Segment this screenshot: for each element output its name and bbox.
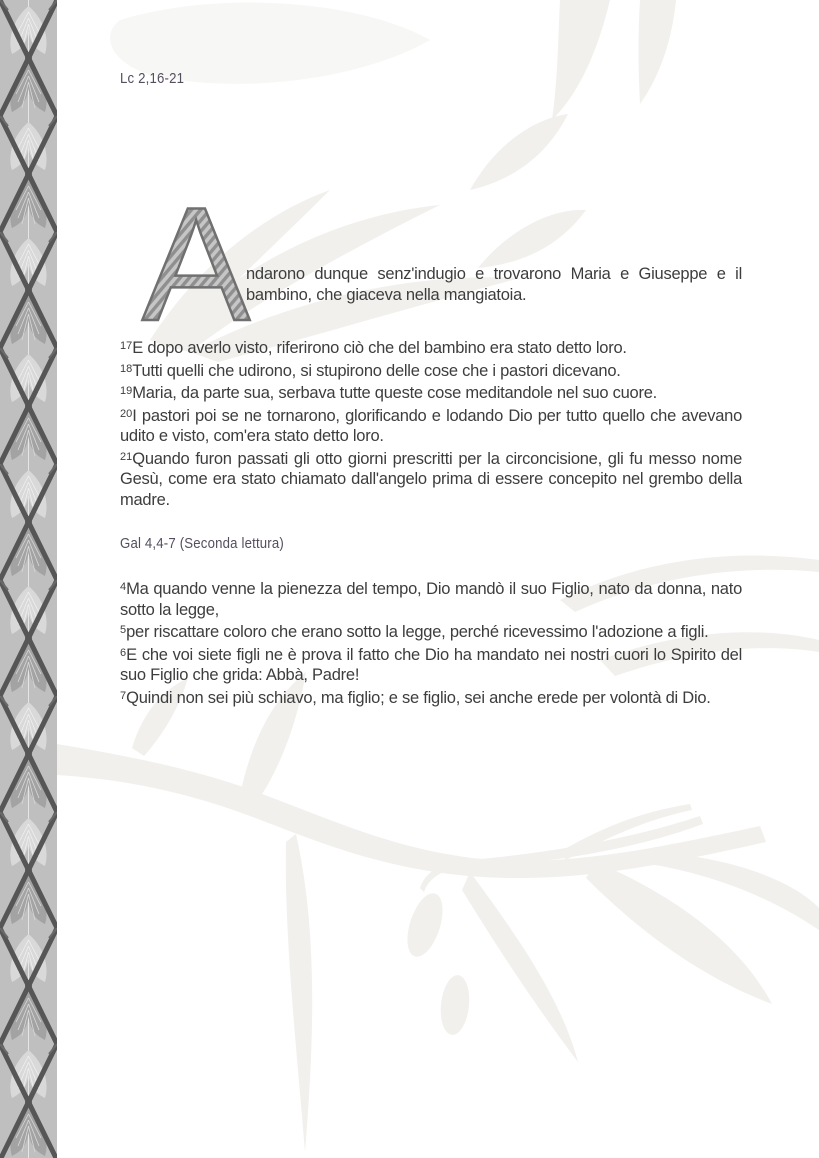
verse-paragraph	[120, 404, 742, 447]
verse-number: 20	[120, 407, 133, 420]
verse-number: 6	[120, 646, 127, 659]
drop-cap-letter: A	[142, 174, 251, 355]
verse-paragraph	[120, 686, 742, 709]
verse-paragraph	[120, 447, 742, 511]
verse-text: Maria, da parte sua, serbava tutte queste cose meditandole nel suo cuore.	[132, 384, 657, 402]
verse-text: per riscattare coloro che erano sotto la legge, perché ricevessimo l'adozione a figli.	[126, 623, 709, 641]
verse-text: I pastori poi se ne tornarono, glorificando e lodando Dio per tutto quello che avevano udito e visto, com'era stato detto loro.	[120, 406, 742, 445]
verse-text: E dopo averlo visto, riferirono ciò che del bambino era stato detto loro.	[132, 339, 627, 357]
verse-number: 19	[120, 385, 133, 397]
gospel-intro-text: ndarono dunque senz'indugio e trovarono Maria e Giuseppe e il bambino, che giaceva nella mangiatoia.	[246, 265, 742, 304]
second-reading-verses	[120, 577, 742, 708]
verse-paragraph	[120, 336, 742, 359]
leaf-lattice-border	[0, 0, 57, 1158]
gospel-reference-text: Lc 2,16-21	[120, 70, 185, 87]
verse-paragraph	[120, 620, 742, 643]
verse-number: 21	[120, 450, 133, 463]
verse-number: 5	[120, 624, 127, 636]
verse-paragraph	[120, 359, 742, 382]
drop-cap	[142, 174, 251, 355]
second-reading-reference-text: Gal 4,4-7 (Seconda lettura)	[120, 535, 284, 552]
gospel-intro-paragraph	[246, 264, 742, 305]
verse-text: Ma quando venne la pienezza del tempo, Dio mandò il suo Figlio, nato da donna, nato sotto la legge,	[120, 580, 742, 619]
verse-number: 7	[120, 689, 127, 702]
verse-text: Tutti quelli che udirono, si stupirono delle cose che i pastori dicevano.	[132, 361, 621, 380]
verse-number: 18	[120, 362, 133, 375]
gospel-verses	[120, 336, 742, 510]
gospel-reference	[120, 70, 193, 87]
drop-cap-art	[142, 174, 251, 355]
second-reading-reference	[120, 535, 306, 552]
verse-paragraph	[120, 643, 742, 686]
verse-text: E che voi siete figli ne è prova il fatto che Dio ha mandato nei nostri cuori lo Spirito del suo Figlio che grida: Abbà, Padre!	[120, 645, 742, 684]
verse-paragraph	[120, 381, 742, 404]
verse-text: Quando furon passati gli otto giorni prescritti per la circoncisione, gli fu messo nome Gesù, come era stato chiamato dall'angelo prima di essere concepito nel grembo della madre.	[120, 449, 742, 509]
verse-text: Quindi non sei più schiavo, ma figlio; e se figlio, sei anche erede per volontà di Dio.	[126, 688, 711, 707]
verse-paragraph	[120, 577, 742, 620]
verse-number: 17	[120, 340, 133, 352]
verse-number: 4	[120, 581, 127, 593]
